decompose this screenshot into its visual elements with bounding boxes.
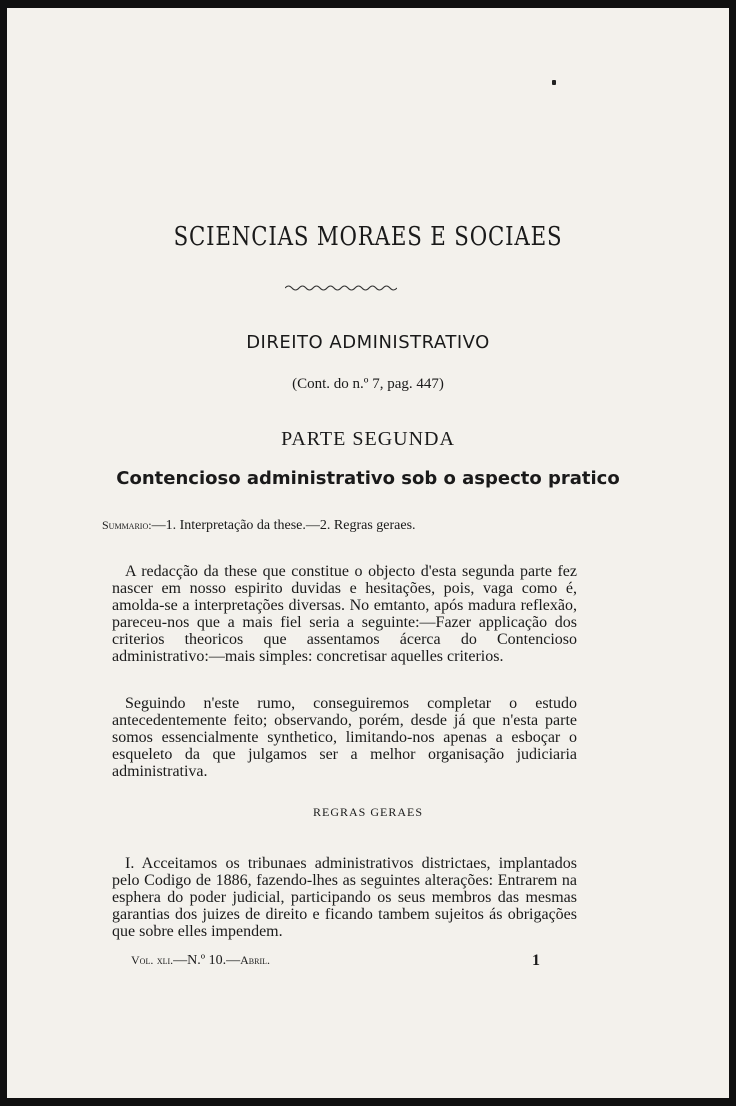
volume-footer: [131, 953, 270, 969]
document-page: [7, 8, 729, 1098]
part-heading: PARTE SEGUNDA: [281, 428, 455, 450]
rules-heading: REGRAS GERAES: [312, 805, 423, 819]
summary-text: —1. Interpretação da these.—2. Regras geraes.: [151, 518, 416, 533]
summary-label: Summario:: [102, 518, 152, 532]
subtitle: DIREITO ADMINISTRATIVO: [246, 332, 490, 353]
section-title: SCIENCIAS MORAES E SOCIAES: [173, 222, 563, 252]
body-paragraph: Seguindo n'este rumo, conseguiremos completar o estudo antecedentemente feito; observando, porém, desde já que n'esta parte somos essencialmente synthetico, limitando-nos apenas a esboçar o esqueleto da que julgamos ser a melhor organisação judiciaria administrativa.: [112, 695, 577, 780]
summary-line: [102, 518, 416, 534]
ink-speck: [552, 80, 556, 85]
rule-paragraph: I. Acceitamos os tribunaes administrativos districtaes, implantados pelo Codigo de 1886, fazendo-lhes as seguintes alterações: Entrarem na esphera do poder judicial, participando os seus membros das mesmas garantias dos juizes de direito e ficando tambem sujeitos ás obrigações que sobre elles impendem.: [112, 855, 577, 940]
issue-month: Abril.: [240, 953, 271, 967]
chapter-title: Contencioso administrativo sob o aspecto pratico: [116, 468, 620, 489]
vol-label: Vol.: [131, 953, 154, 967]
wavy-rule-ornament: [285, 284, 397, 292]
body-paragraph: A redacção da these que constitue o objecto d'esta segunda parte fez nascer em nosso espirito duvidas e hesitações, pois, vaga como é, amolda-se a interpretações diversas. No emtanto, após madura reflexão, pareceu-nos que a mais fiel seria a seguinte:—Fazer applicação dos criterios theoricos que assentamos ácerca do Contencioso administrativo:—mais simples: concretisar aquelles criterios.: [112, 563, 577, 665]
continuation-note: (Cont. do n.º 7, pag. 447): [292, 376, 444, 392]
vol-number: xli.: [156, 953, 174, 967]
page-number: 1: [532, 952, 540, 969]
issue-number: —N.º 10.—: [173, 953, 241, 968]
